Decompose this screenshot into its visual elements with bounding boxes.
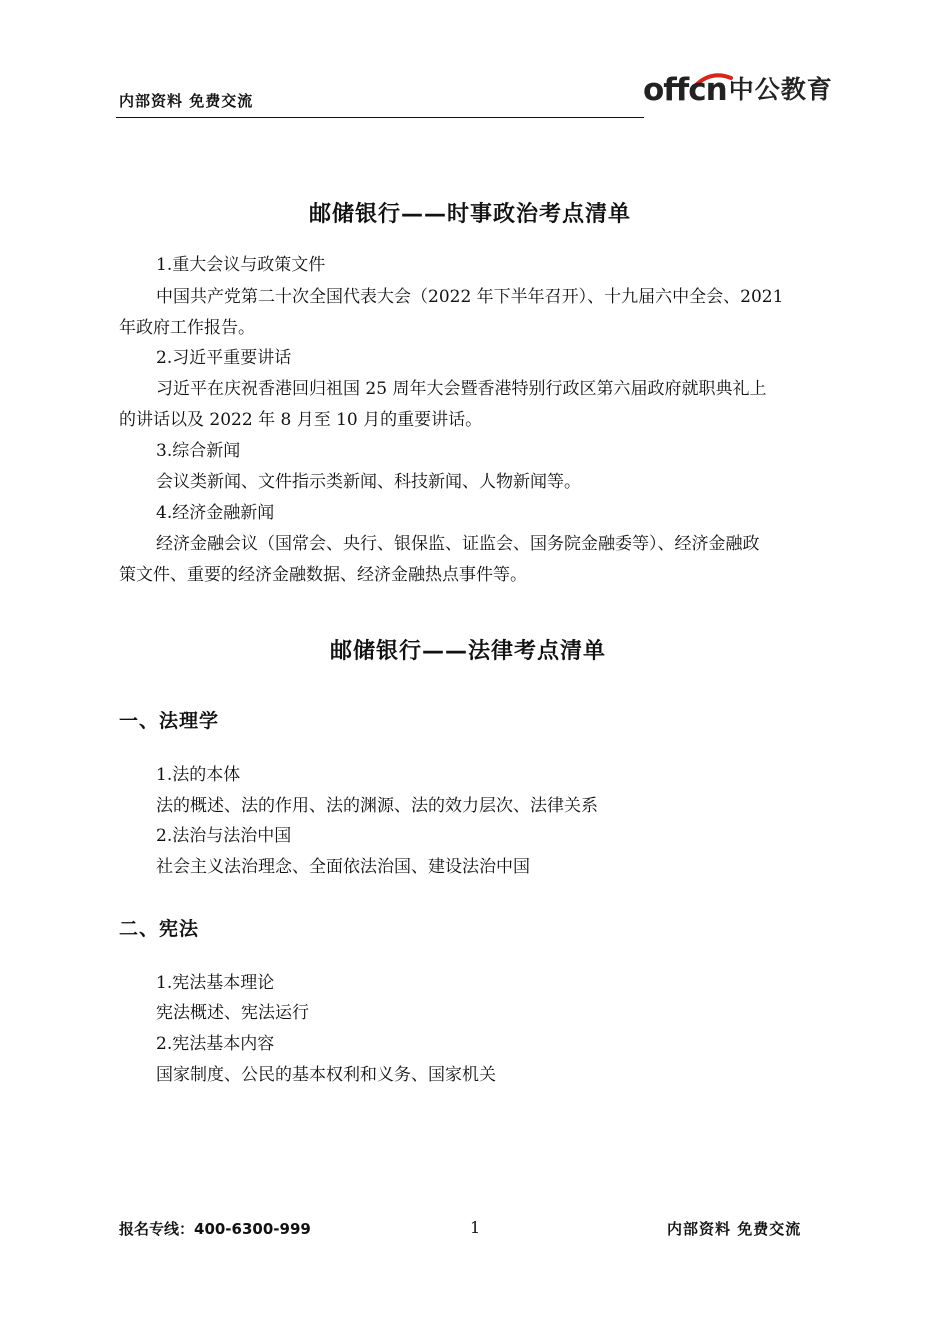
logo-latin-text: offcn: [643, 72, 727, 108]
list-item: 3.综合新闻: [156, 441, 241, 461]
header-divider: [116, 117, 644, 118]
list-item: 1.宪法基本理论: [156, 973, 275, 993]
paragraph-line: 经济金融会议（国常会、央行、银保监、证监会、国务院金融委等）、经济金融政: [156, 534, 760, 554]
footer-right-text: 内部资料 免费交流: [667, 1220, 802, 1238]
paragraph-line: 国家制度、公民的基本权利和义务、国家机关: [156, 1065, 496, 1085]
footer-hotline: 报名专线：400-6300-999: [119, 1220, 311, 1238]
paragraph-line: 法的概述、法的作用、法的渊源、法的效力层次、法律关系: [156, 796, 598, 816]
paragraph-line: 宪法概述、宪法运行: [156, 1003, 309, 1023]
list-item: 2.宪法基本内容: [156, 1034, 275, 1054]
paragraph-line: 年政府工作报告。: [119, 318, 255, 338]
paragraph-line: 会议类新闻、文件指示类新闻、科技新闻、人物新闻等。: [156, 472, 581, 492]
paragraph-line: 中国共产党第二十次全国代表大会（2022 年下半年召开）、十九届六中全会、2021: [156, 287, 784, 307]
paragraph-line: 社会主义法治理念、全面依法治国、建设法治中国: [156, 857, 530, 877]
list-item: 1.重大会议与政策文件: [156, 255, 326, 275]
page-title-law: 邮储银行——法律考点清单: [329, 639, 606, 664]
page-title-current-affairs: 邮储银行——时事政治考点清单: [308, 202, 631, 227]
paragraph-line: 的讲话以及 2022 年 8 月至 10 月的重要讲话。: [119, 410, 483, 430]
paragraph-line: 策文件、重要的经济金融数据、经济金融热点事件等。: [119, 565, 527, 585]
offcn-logo: [643, 70, 833, 120]
logo-chinese-text: 中公教育: [728, 75, 833, 104]
list-item: 2.习近平重要讲话: [156, 348, 292, 368]
page-number: 1: [470, 1218, 481, 1237]
list-item: 2.法治与法治中国: [156, 826, 292, 846]
list-item: 4.经济金融新闻: [156, 503, 275, 523]
header-left-text: 内部资料 免费交流: [119, 92, 254, 110]
section-heading-jurisprudence: 一、法理学: [119, 710, 220, 732]
list-item: 1.法的本体: [156, 765, 241, 785]
section-heading-constitution: 二、宪法: [119, 918, 200, 940]
paragraph-line: 习近平在庆祝香港回归祖国 25 周年大会暨香港特别行政区第六届政府就职典礼上: [156, 379, 767, 399]
